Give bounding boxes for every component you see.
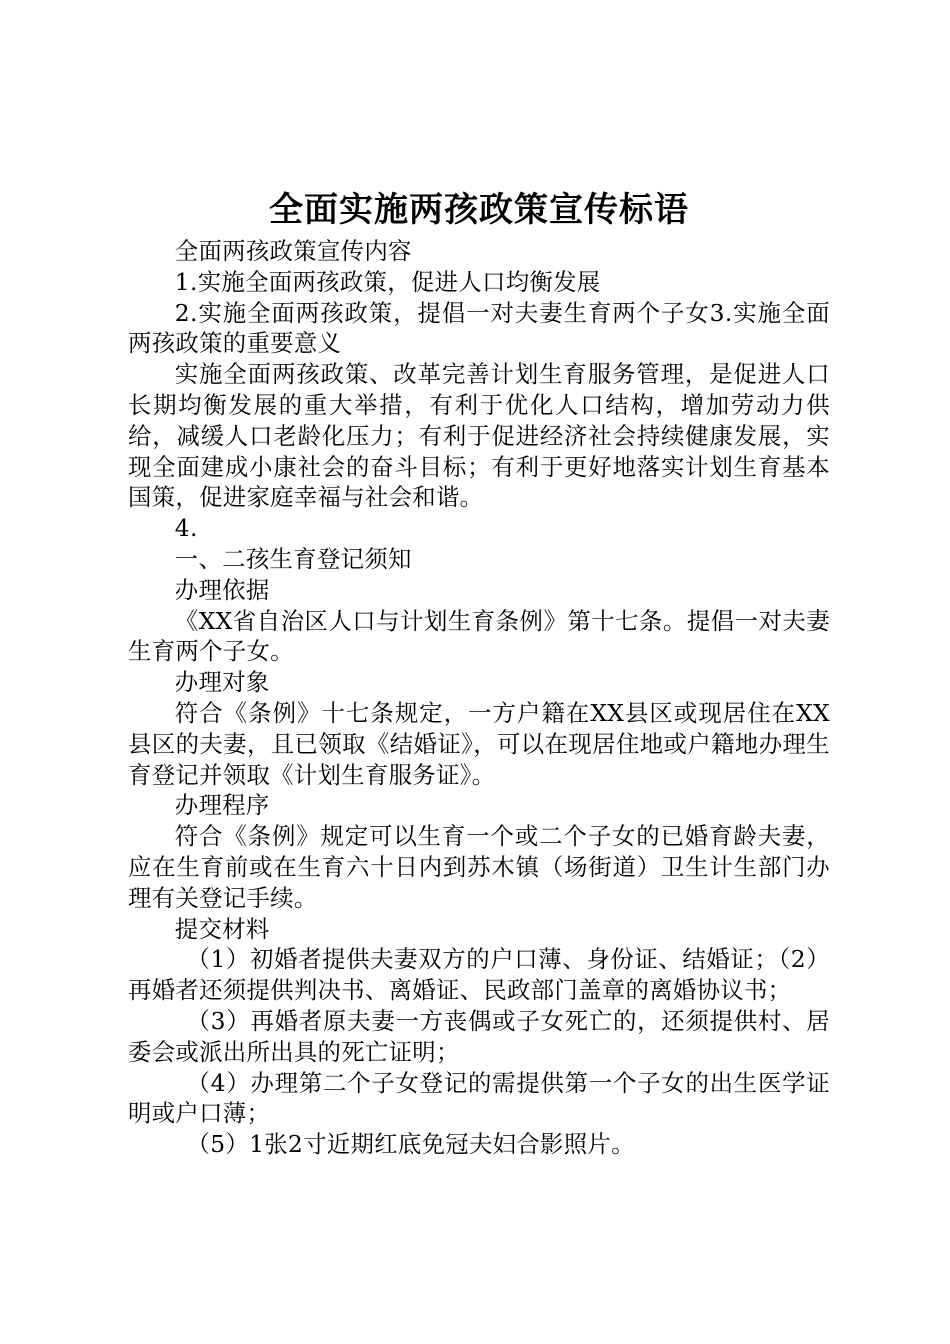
paragraph-item-4: 4. <box>174 514 198 543</box>
paragraph-basis-heading: 办理依据 <box>174 575 270 604</box>
paragraph-materials-4: （4）办理第二个子女登记的需提供第一个子女的出生医学证明或户口薄； <box>128 1068 830 1128</box>
paragraph-publicity-heading: 全面两孩政策宣传内容 <box>174 237 412 265</box>
paragraph-materials-3: （3）再婚者原夫妻一方丧偶或子女死亡的，还须提供村、居委会或派出所出具的死亡证明； <box>128 1006 830 1066</box>
paragraph-procedure-heading: 办理程序 <box>174 791 270 820</box>
paragraph-materials-1-2: （1）初婚者提供夫妻双方的户口薄、身份证、结婚证；（2）再婚者还须提供判决书、离婚证、民政部门盖章的离婚协议书； <box>128 945 830 1005</box>
paragraph-procedure-text: 符合《条例》规定可以生育一个或二个子女的已婚育龄夫妻，应在生育前或在生育六十日内到苏木镇（场街道）卫生计生部门办理有关登记手续。 <box>128 822 830 912</box>
paragraph-target-heading: 办理对象 <box>174 668 270 697</box>
paragraph-significance: 实施全面两孩政策、改革完善计划生育服务管理，是促进人口长期均衡发展的重大举措，有利于优化人口结构，增加劳动力供给，减缓人口老龄化压力；有利于促进经济社会持续健康发展，实现全面建成小康社会的奋斗目标；有利于更好地落实计划生育基本国策，促进家庭幸福与社会和谐。 <box>128 360 830 512</box>
document-title: 全面实施两孩政策宣传标语 <box>269 190 689 230</box>
paragraph-item-2-3: 2.实施全面两孩政策，提倡一对夫妻生育两个子女3.实施全面两孩政策的重要意义 <box>128 298 830 358</box>
paragraph-basis-text: 《XX省自治区人口与计划生育条例》第十七条。提倡一对夫妻生育两个子女。 <box>128 606 830 666</box>
paragraph-materials-5: （5）1张2寸近期红底免冠夫妇合影照片。 <box>186 1130 635 1159</box>
paragraph-item-1: 1.实施全面两孩政策，促进人口均衡发展 <box>174 267 601 296</box>
paragraph-registration-heading: 一、二孩生育登记须知 <box>174 544 412 573</box>
paragraph-materials-heading: 提交材料 <box>174 914 270 943</box>
document-page <box>128 188 830 1160</box>
paragraph-target-text: 符合《条例》十七条规定，一方户籍在XX县区或现居住在XX县区的夫妻，且已领取《结婚证》，可以在现居住地或户籍地办理生育登记并领取《计划生育服务证》。 <box>128 698 830 789</box>
